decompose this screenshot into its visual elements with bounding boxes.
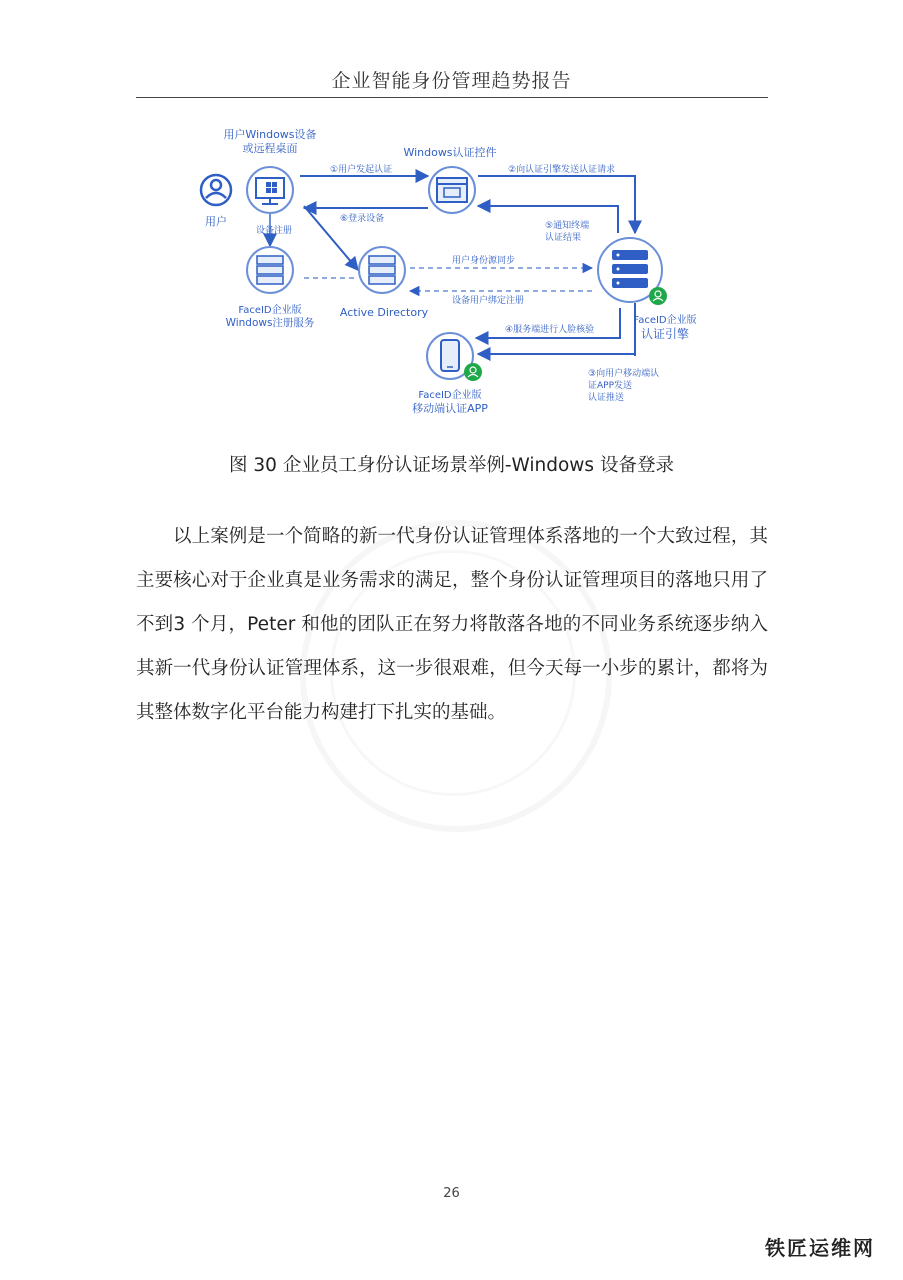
sync-label: 用户身份源同步 (452, 256, 516, 266)
step1-label: ①用户发起认证 (330, 165, 393, 175)
auth-flow-diagram (180, 118, 700, 418)
reg-service-line1: FaceID企业版 (238, 305, 302, 316)
body-paragraph: 以上案例是一个简略的新一代身份认证管理体系落地的一个大致过程，其主要核心对于企业真是业务需求的满足，整个身份认证管理项目的落地只用了不到3 个月，Peter 和他的团队正在努力将散落各地的不同业务系统逐步纳入其新一代身份认证管理体系，这一步很艰难，但今天每一小步的累计，都将为其整体数字化平台能力构建打下扎实的基础。 (136, 526, 768, 723)
engine-label-line2: 认证引擎 (640, 327, 690, 341)
page-header-title: 企业智能身份管理趋势报告 (331, 70, 572, 92)
device-label-line1: 用户Windows设备 (223, 128, 317, 141)
control-label: Windows认证控件 (403, 146, 497, 159)
step3-label-line2: 证APP发送 (588, 381, 633, 391)
reg-service-line2: Windows注册服务 (225, 317, 315, 329)
sync-connectors (304, 268, 592, 291)
step3-label-line1: ③向用户移动端认 (588, 369, 660, 379)
app-label-line1: FaceID企业版 (418, 390, 482, 401)
device-register-label: 设备注册 (256, 226, 293, 236)
app-face-badge-icon (464, 363, 482, 381)
engine-label-line1: FaceID企业版 (633, 315, 697, 326)
bind-label: 设备用户绑定注册 (452, 296, 525, 306)
step6-label: ⑥登录设备 (340, 214, 385, 224)
device-label-line2: 或远程桌面 (242, 142, 298, 155)
step4-label: ④服务端进行人脸核验 (505, 325, 595, 335)
mobile-app-node (412, 333, 488, 415)
ad-server-icon (369, 256, 395, 284)
registration-service-node (226, 247, 315, 329)
step3-label-line3: 认证推送 (588, 393, 625, 403)
step2-label: ②向认证引擎发送认证请求 (508, 165, 616, 175)
windows-device-node (223, 127, 316, 213)
site-watermark-brand: 铁匠运维网 (765, 1236, 875, 1260)
ad-label: Active Directory (339, 306, 429, 319)
auth-engine-node (598, 238, 697, 341)
user-label: 用户 (205, 215, 227, 228)
server-icon (257, 256, 283, 284)
page-number: 26 (443, 1186, 460, 1201)
body-text (136, 515, 768, 735)
step5-label-line1: ⑤通知终端 (545, 221, 590, 231)
active-directory-node (340, 247, 429, 319)
app-label-line2: 移动端认证APP (412, 402, 488, 415)
user-node (201, 175, 231, 228)
control-window-icon (437, 178, 467, 202)
figure-caption: 图 30 企业员工身份认证场景举例-Windows 设备登录 (229, 455, 674, 476)
header-divider (136, 97, 768, 98)
windows-auth-control-node (403, 145, 496, 213)
step5-label-line2: 认证结果 (545, 233, 582, 243)
engine-face-badge-icon (649, 287, 667, 305)
